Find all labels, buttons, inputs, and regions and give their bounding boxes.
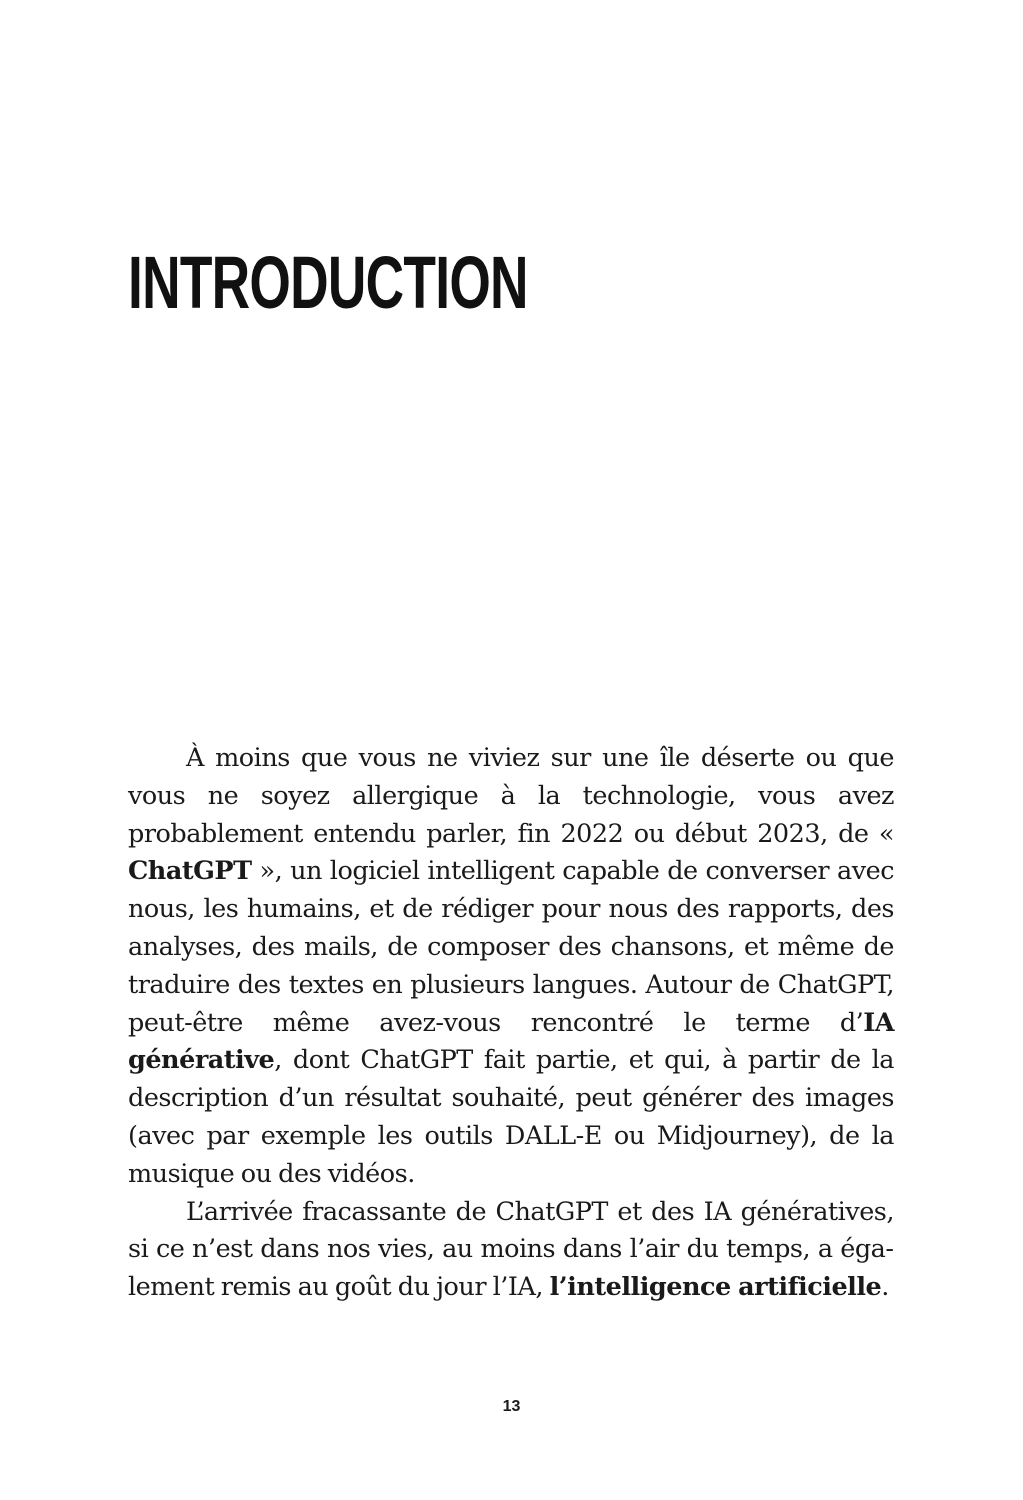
paragraph-2-text-a: L’arrivée fracassante de ChatGPT et des IA génératives, si ce n’est dans nos vies, au moins dans l’air du temps, a également remis au goût du jour l’IA, [128,1196,894,1303]
paragraph-1-text-c: », un logiciel intelligent capable de converser avec nous, les humains, et de rédiger pour nous des rapports, des analyses, des mails, de composer des chansons, et même de traduire des textes en plusieurs langues. Autour de ChatGPT, peut-être même avez-vous rencontré le terme d’ [128,856,894,1038]
term-intelligence-artificielle: l’intelligence artificielle [549,1272,882,1303]
term-ia-generative: IA générative [128,1007,894,1076]
paragraph-2 [128,1194,894,1307]
body-text [128,740,894,1307]
chapter-title: INTRODUCTION [128,241,528,324]
page-number: 13 [502,1398,521,1415]
term-chatgpt: ChatGPT [128,856,252,887]
paragraph-1-text-e: , dont ChatGPT fait partie, et qui, à partir de la description d’un résultat souhaité, peut générer des images (avec par exemple les outils DALL-E ou Midjourney), de la musique ou des vidéos. [128,1045,894,1189]
paragraph-2-text-c: . [881,1272,889,1303]
paragraph-1 [128,740,894,1194]
paragraph-1-text-a: À moins que vous ne viviez sur une île déserte ou que vous ne soyez allergique à la technologie, vous avez probablement entendu parler, fin 2022 ou début 2023, de « [128,743,894,849]
